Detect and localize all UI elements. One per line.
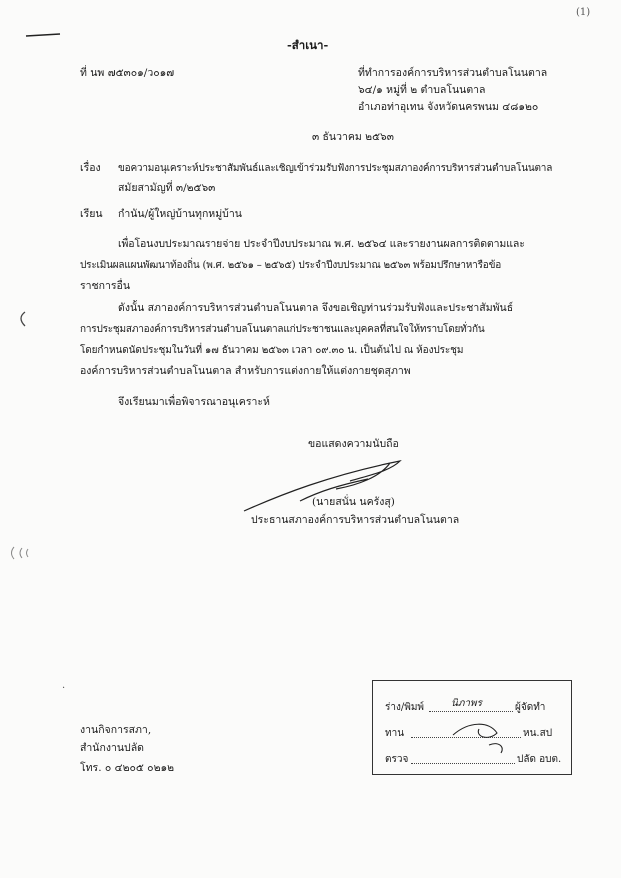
page-mark: (1) [576,7,591,18]
department-line-1: งานกิจการสภา, [80,724,152,736]
copy-label: -สำเนา- [287,38,329,52]
signer-position: ประธานสภาองค์การบริหารส่วนตำบลโนนตาล [251,514,460,526]
document-number: ที่ นพ ๗๕๓๐๑/ว๐๑๗ [80,67,175,79]
closing-request: จึงเรียนมาเพื่อพิจารณาอนุเคราะห์ [118,396,270,408]
approval-row-2-label: ทาน [385,728,405,739]
para1-line-2: ประเมินผลแผนพัฒนาท้องถิ่น (พ.ศ. ๒๕๖๑ – ๒๕๖๕) ประจำปีงบประมาณ ๒๕๖๓ พร้อมปรึกษาหารือข้อ [80,260,502,271]
binding-mark-1 [14,310,28,328]
para2-line-3: โดยกำหนดนัดประชุมในวันที่ ๑๗ ธันวาคม ๒๕๖๓ เวลา ๐๙.๓๐ น. เป็นต้นไป ณ ห้องประชุม [80,345,464,356]
approval-initials-scribble [449,715,519,755]
approval-row-3-dots [411,763,515,764]
phone-number: โทร. ๐ ๔๒๐๕ ๐๒๑๒ [80,762,175,774]
approval-row-1-handwriting: นิภาพร [451,698,483,709]
stray-mark: · [62,683,66,694]
subject-line-1: ขอความอนุเคราะห์ประชาสัมพันธ์และเชิญเข้าร่วมรับฟังการประชุมสภาองค์การบริหารส่วนตำบลโนนตาล [118,163,553,174]
para2-line-1: ดังนั้น สภาองค์การบริหารส่วนตำบลโนนตาล จึงขอเชิญท่านร่วมรับฟังและประชาสัมพันธ์ [118,302,514,314]
address-line-2: ๖๔/๑ หมู่ที่ ๒ ตำบลโนนตาล [358,84,486,96]
approval-row-2-suffix: หน.สป [523,728,553,739]
document-date: ๓ ธันวาคม ๒๕๖๓ [312,131,394,143]
approval-row-1-label: ร่าง/พิมพ์ [385,702,425,713]
pen-mark-top-left [24,30,64,40]
subject-line-2: สมัยสามัญที่ ๓/๒๕๖๓ [118,182,216,194]
address-line-1: ที่ทำการองค์การบริหารส่วนตำบลโนนตาล [358,67,548,79]
department-line-2: สำนักงานปลัด [80,742,144,754]
para2-line-2: การประชุมสภาองค์การบริหารส่วนตำบลโนนตาลแก่ประชาชนและบุคคลที่สนใจให้ทราบโดยทั่วกัน [80,324,485,335]
approval-row-1-dots [429,711,513,712]
approval-row-1-suffix: ผู้จัดทำ [515,702,546,713]
para2-line-4: องค์การบริหารส่วนตำบลโนนตาล สำหรับการแต่งกายให้แต่งกายชุดสุภาพ [80,365,411,377]
binding-mark-2 [8,545,32,561]
signer-name: (นายสนั่น นครังสุ) [312,496,395,508]
address-line-3: อำเภอท่าอุเทน จังหวัดนครพนม ๔๘๑๒๐ [358,101,539,113]
to-label: เรียน [80,208,103,220]
para1-line-1: เพื่อโอนงบประมาณรายจ่าย ประจำปีงบประมาณ พ.ศ. ๒๕๖๔ และรายงานผลการติดตามและ [118,238,525,250]
to-value: กำนัน/ผู้ใหญ่บ้านทุกหมู่บ้าน [118,208,242,220]
approval-box [372,680,572,775]
approval-row-3-label: ตรวจ [385,754,409,765]
regards: ขอแสดงความนับถือ [308,438,399,450]
approval-row-3-suffix: ปลัด อบต. [517,754,562,765]
subject-label: เรื่อง [80,162,101,174]
para1-line-3: ราชการอื่น [80,280,131,292]
